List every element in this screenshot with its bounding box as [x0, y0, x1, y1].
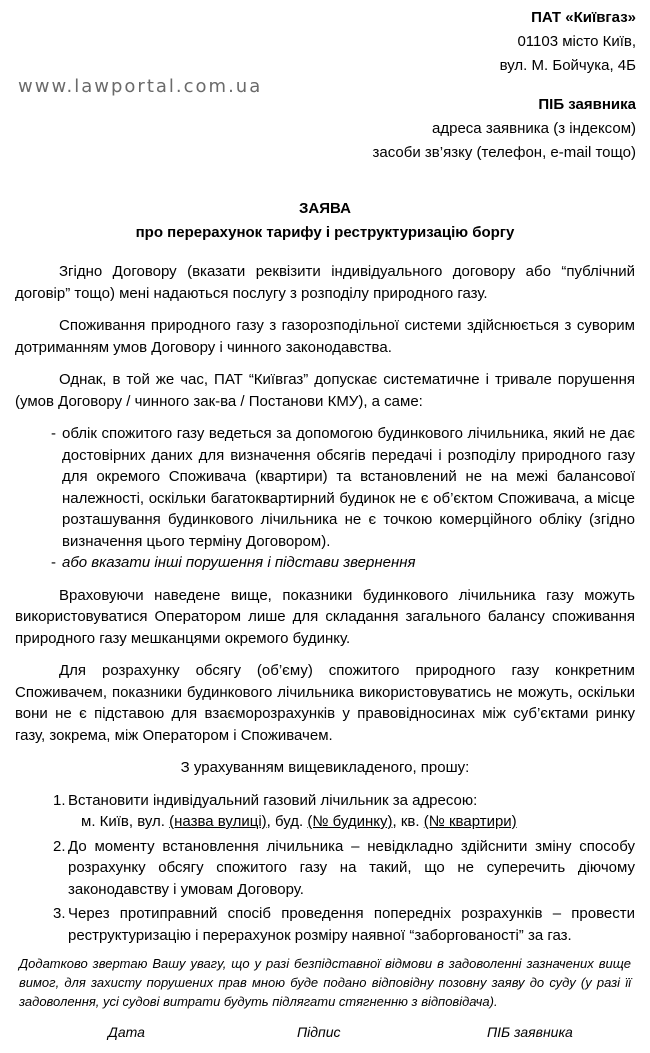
list-number: 1. [53, 791, 66, 809]
applicant-name-label: ПІБ заявника [487, 1024, 573, 1040]
house-prefix: , буд. [266, 813, 304, 830]
paragraph-calculation: Для розрахунку обсягу (об’єму) спожитого природного газу конкретним Споживачем, показники будинкового лічильника використовуватись не можуть, оскільки вони не є підставою для взаєморозрахунків у правовідносинах між суб’єктами ринку газу, зокрема, між Оператором і Споживачем. [15, 662, 635, 744]
list-item [15, 836, 635, 901]
request-intro: З урахуванням вищевикладеного, прошу: [180, 759, 470, 776]
requests-list [15, 790, 635, 947]
watermark-text: www.lawportal.com.ua [18, 76, 263, 97]
recipient-org: ПАТ «Київгаз» [531, 9, 636, 26]
legal-note: Додатково звертаю Вашу увагу, що у разі безпідставної відмови в задоволенні зазначених вище вимог, для захисту порушених прав мною буде подано відповідну позовну заяву до суду (у разі її задоволення, усі судові витрати будуть підлягати стягненню з відповідача). [19, 956, 631, 1009]
flat-field: (№ квартири) [423, 813, 517, 830]
paragraph-balance: Враховуючи наведене вище, показники будинкового лічильника газу можуть використовуватися Оператором лише для складання загального балансу споживання природного газу мешканцями окремого будинку. [15, 586, 635, 647]
document-title: ЗАЯВА [299, 200, 351, 217]
list-item [15, 790, 635, 833]
list-item: - облік спожитого газу ведеться за допомогою будинкового лічильника, який не дає достовірних даних для визначення обсягів передачі і розподілу природного газу для окремого Споживача (квартири) та встановлений не на межі балансової належності, оскільки багатоквартирний будинок не є об’єктом Споживача, а місце розташування будинкового лічильника не є точкою комерційного обліку (згідно визначення цього терміну Договором). [51, 425, 635, 550]
date-label: Дата [108, 1024, 145, 1040]
request-text: Встановити індивідуальний газовий лічильник за адресою: [68, 791, 478, 809]
address-prefix: м. Київ, вул. [81, 813, 165, 830]
paragraph-violation-intro: Однак, в той же час, ПАТ “Київгаз” допускає систематичне і тривале порушення (умов Договору / чинного зак-ва / Постанови КМУ), а саме: [15, 371, 635, 410]
signature-label: Підпис [297, 1024, 341, 1040]
flat-prefix: , кв. [392, 813, 420, 830]
list-item [15, 903, 635, 946]
recipient-header [373, 6, 636, 165]
street-field: (назва вулиці) [169, 813, 267, 830]
recipient-address-line2: вул. М. Бойчука, 4Б [499, 57, 636, 74]
applicant-contacts: засоби зв’язку (телефон, e-mail тощо) [372, 144, 636, 161]
document-subtitle: про перерахунок тарифу і реструктуризацію боргу [135, 224, 515, 241]
violation-text: облік спожитого газу ведеться за допомогою будинкового лічильника, який не дає достовірних даних для визначення обсягів передачі і розподілу природного газу для окремого Споживача (квартири) та встановлений не на межі балансової належності, оскільки багатоквартирний будинок не є об’єктом Споживача, а місце розташування будинкового лічильника не є точкою комерційного обліку (згідно визначення цього терміну Договором). [62, 425, 635, 550]
paragraph-consumption: Споживання природного газу з газорозподільної системи здійснюється з суворим дотриманням умов Договору і чинного законодавства. [15, 317, 635, 356]
list-number: 3. [53, 905, 66, 922]
recipient-address-line1: 01103 місто Київ, [517, 33, 636, 50]
applicant-address: адреса заявника (з індексом) [432, 120, 636, 137]
list-item: - або вказати інші порушення і підстави звернення [51, 554, 416, 571]
document-title-block [0, 197, 650, 245]
request-text: До моменту встановлення лічильника – невідкладно здійснити зміну способу розрахунку обсягу спожитого газу на такий, що не суперечить діючому законодавству і умовам Договору. [68, 837, 635, 898]
house-field: (№ будинку) [307, 813, 393, 830]
request-address [68, 813, 517, 830]
document-body [15, 261, 635, 1011]
list-number: 2. [53, 837, 66, 855]
violations-list [15, 423, 635, 574]
request-text: Через протиправний спосіб проведення попередніх розрахунків – провести реструктуризацію і перерахунок розміру наявної “заборгованості” за газ. [68, 905, 635, 944]
applicant-name: ПІБ заявника [538, 96, 636, 113]
violation-text: або вказати інші порушення і підстави звернення [62, 554, 416, 571]
paragraph-contract: Згідно Договору (вказати реквізити індивідуального договору або “публічний договір” тощо) мені надаються послугу з розподілу природного газу. [15, 263, 635, 302]
